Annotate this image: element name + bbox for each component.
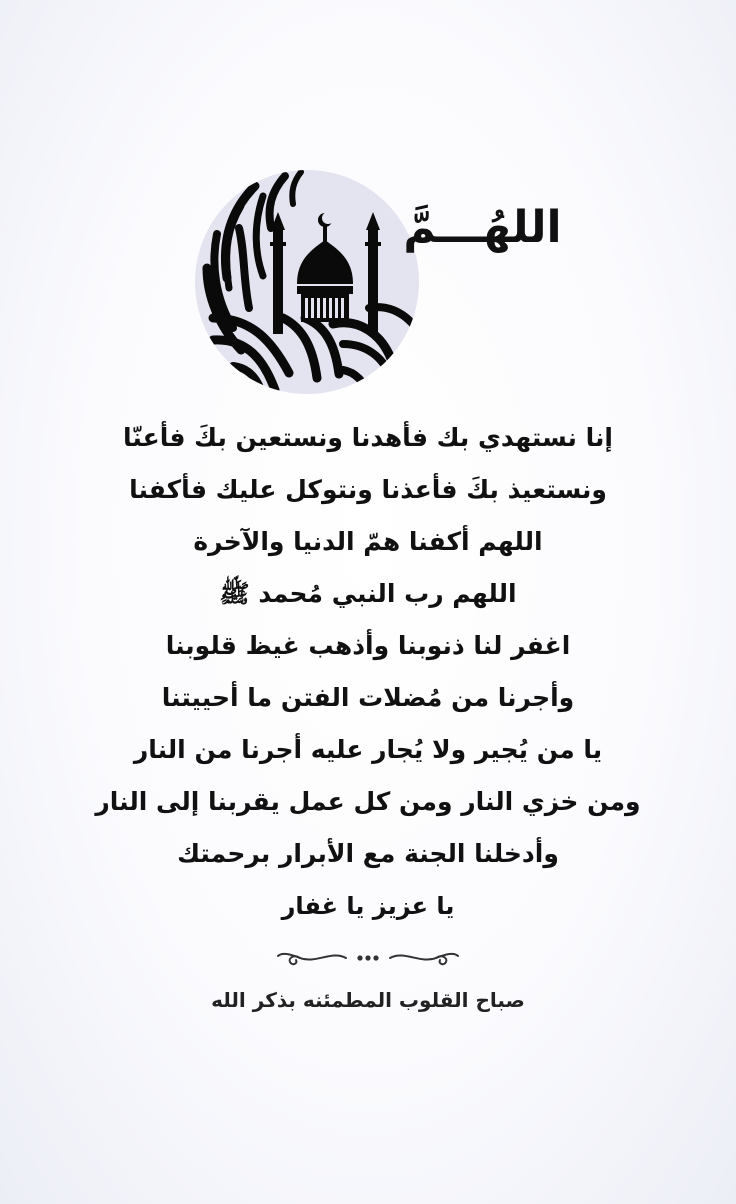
verse-line: اغفر لنا ذنوبنا وأذهب غيظ قلوبنا [165, 631, 571, 660]
verse-line: اللهم رب النبي مُحمد ﷺ [219, 579, 517, 608]
verse-line: ونستعيذ بكَ فأعذنا ونتوكل عليك فأكفنا [129, 475, 607, 504]
verse-line: وأدخلنا الجنة مع الأبرار برحمتك [177, 839, 559, 868]
supplication-verses [60, 412, 676, 932]
ornament-divider-icon [276, 940, 460, 972]
verse-line: وأجرنا من مُضلات الفتن ما أحييتنا [161, 683, 575, 712]
mosque-crescent-icon [193, 168, 421, 396]
verse-line: إنا نستهدي بك فأهدنا ونستعين بكَ فأعنّا [123, 423, 613, 452]
page-title: اللهُـــمَّ [403, 202, 562, 253]
verse-line: يا عزيز يا غفار [281, 892, 455, 920]
verse-line: اللهم أكفنا همّ الدنيا والآخرة [193, 527, 543, 556]
verse-line: يا من يُجير ولا يُجار عليه أجرنا من النار [133, 735, 603, 764]
closing-phrase: صباح القلوب المطمئنه بذكر الله [211, 988, 525, 1012]
verse-line: ومن خزي النار ومن كل عمل يقربنا إلى النار [95, 787, 641, 816]
